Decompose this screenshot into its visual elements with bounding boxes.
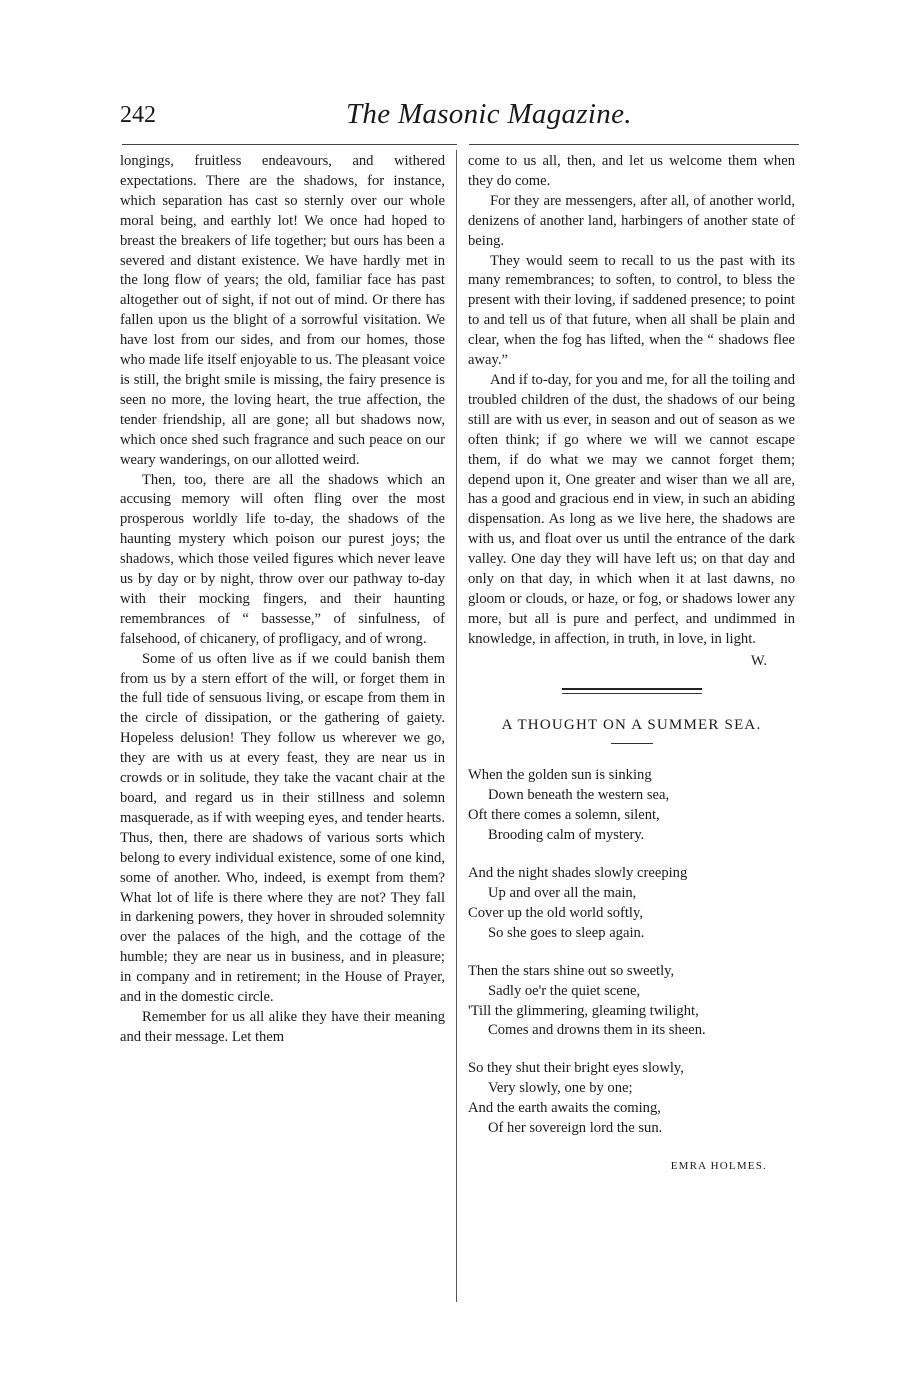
poem-line: And the earth awaits the coming,: [468, 1100, 661, 1117]
magazine-title: The Masonic Magazine.: [346, 98, 632, 130]
poem-line: Brooding calm of mystery.: [488, 827, 645, 844]
poem-stanza: [468, 962, 795, 1042]
poem-line: Cover up the old world softly,: [468, 904, 643, 921]
paragraph: And if to-day, for you and me, for all the toiling and troubled children of the dust, the shadows of our being still are with us ever, in season and out of season as we often think; if go where we will we cannot escape them, if do what we may we cannot forget them; depend upon it, One greater and wiser than we all are, has a good and gracious end in view, in such an abiding dispensation. As long as we live here, the shadows are with us, and float over us until the entrance of the dark valley. One day they will have left us; on that day and only on that day, in which when it at last dawns, no gloom or clouds, or haze, or fog, or shadows lower any more, but all is pure and perfect, and undimmed in knowledge, in affection, in truth, in love, in light.: [468, 371, 795, 647]
poem-line: When the golden sun is sinking: [468, 767, 652, 784]
right-column: [468, 152, 795, 1177]
header-rule-left: [122, 144, 457, 145]
poem-line: Of her sovereign lord the sun.: [488, 1120, 663, 1137]
poem-line: Comes and drowns them in its sheen.: [488, 1022, 706, 1039]
poem-stanza: [468, 864, 795, 944]
article-signature: W.: [750, 652, 767, 669]
left-column: [120, 152, 445, 1048]
poem-title-rule: [611, 743, 653, 744]
poem: [468, 766, 795, 1139]
paragraph: Some of us often live as if we could banish them from us by a stern effort of the will, or forget them in the full tide of sensuous living, or escape from them in the circle of dissipation, or the gathering of gaiety. Hopeless delusion! They follow us wherever we go, they are with us at every feast, they are near us in crowds or in solitude, they take the vacant chair at the board, and regard us in their stillness and solemn masquerade, as if with weeping eyes, and tender hearts. Thus, then, there are shadows of various sorts which belong to every individual existence, some of one kind, some of another. Who, indeed, is exempt from them? What lot of life is there where they are not? They fall in darkening powers, they hover in shrouded solemnity over the palaces of the high, and the cottage of the humble; they are near us in business, and in pleasure; in company and in retirement; in the House of Prayer, and in the domestic circle.: [120, 650, 445, 1006]
section-ornament-rule: [562, 688, 702, 694]
header-rule-right: [469, 144, 799, 145]
poem-stanza: [468, 766, 795, 846]
paragraph: longings, fruitless endeavours, and withered expectations. There are the shadows, for instance, which separation has cast so sternly over our whole moral being, and earthly lot! We once had hoped to breast the breakers of life together; but ours has been a severed and distant existence. We have hardly met in the long flow of years; the old, familiar face has past altogether out of sight, if not out of mind. Or there has fallen upon us the blight of a sorrowful visitation. We have lost from our sides, and from our homes, those who made life itself enjoyable to us. The pleasant voice is still, the bright smile is missing, the fairy presence is seen no more, the loving heart, the true affection, the tender friendship, all are gone; all but shadows now, which once shed such fragrance and such peace on our weary wanderings, on our allotted weird.: [120, 153, 445, 468]
poem-line: Oft there comes a solemn, silent,: [468, 807, 660, 824]
poem-line: Up and over all the main,: [488, 885, 637, 901]
poem-line: Very slowly, one by one;: [488, 1080, 633, 1097]
poem-author: EMRA HOLMES.: [670, 1159, 767, 1172]
poem-line: Down beneath the western sea,: [488, 787, 670, 804]
poem-line: So she goes to sleep again.: [488, 924, 645, 941]
poem-line: Sadly oe'r the quiet scene,: [488, 982, 641, 999]
paragraph: Then, too, there are all the shadows which an accusing memory will often fling over the most prosperous worldly life to-day, the shadows of the haunting mystery which poison our purest joys; the shadows, which those veiled figures which never leave us by day or by night, throw over our pathway to-day with their mocking fingers, and their haunting remembrances of “ bassesse,” of sinfulness, of falsehood, of chicanery, of profligacy, and of wrong.: [120, 471, 445, 647]
column-divider: [456, 150, 457, 1302]
paragraph: come to us all, then, and let us welcome them when they do come.: [468, 153, 795, 189]
poem-line: So they shut their bright eyes slowly,: [468, 1060, 684, 1077]
poem-line: And the night shades slowly creeping: [468, 865, 688, 882]
poem-title: A THOUGHT ON A SUMMER SEA.: [501, 716, 762, 733]
page-header: [120, 98, 800, 134]
paragraph: They would seem to recall to us the past with its many remembrances; to soften, to control, to bless the present with their loving, if saddened presence; to point to and tell us of that future, when all shall be plain and clear, when the fog has lifted, when the “ shadows flee away.”: [468, 252, 795, 369]
paragraph: Remember for us all alike they have their meaning and their message. Let them: [120, 1008, 445, 1045]
poem-stanza: [468, 1059, 795, 1139]
poem-line: 'Till the glimmering, gleaming twilight,: [468, 1002, 699, 1019]
poem-line: Then the stars shine out so sweetly,: [468, 962, 675, 979]
page-number: 242: [120, 102, 156, 128]
paragraph: For they are messengers, after all, of another world, denizens of another land, harbingers of another state of being.: [468, 192, 795, 249]
